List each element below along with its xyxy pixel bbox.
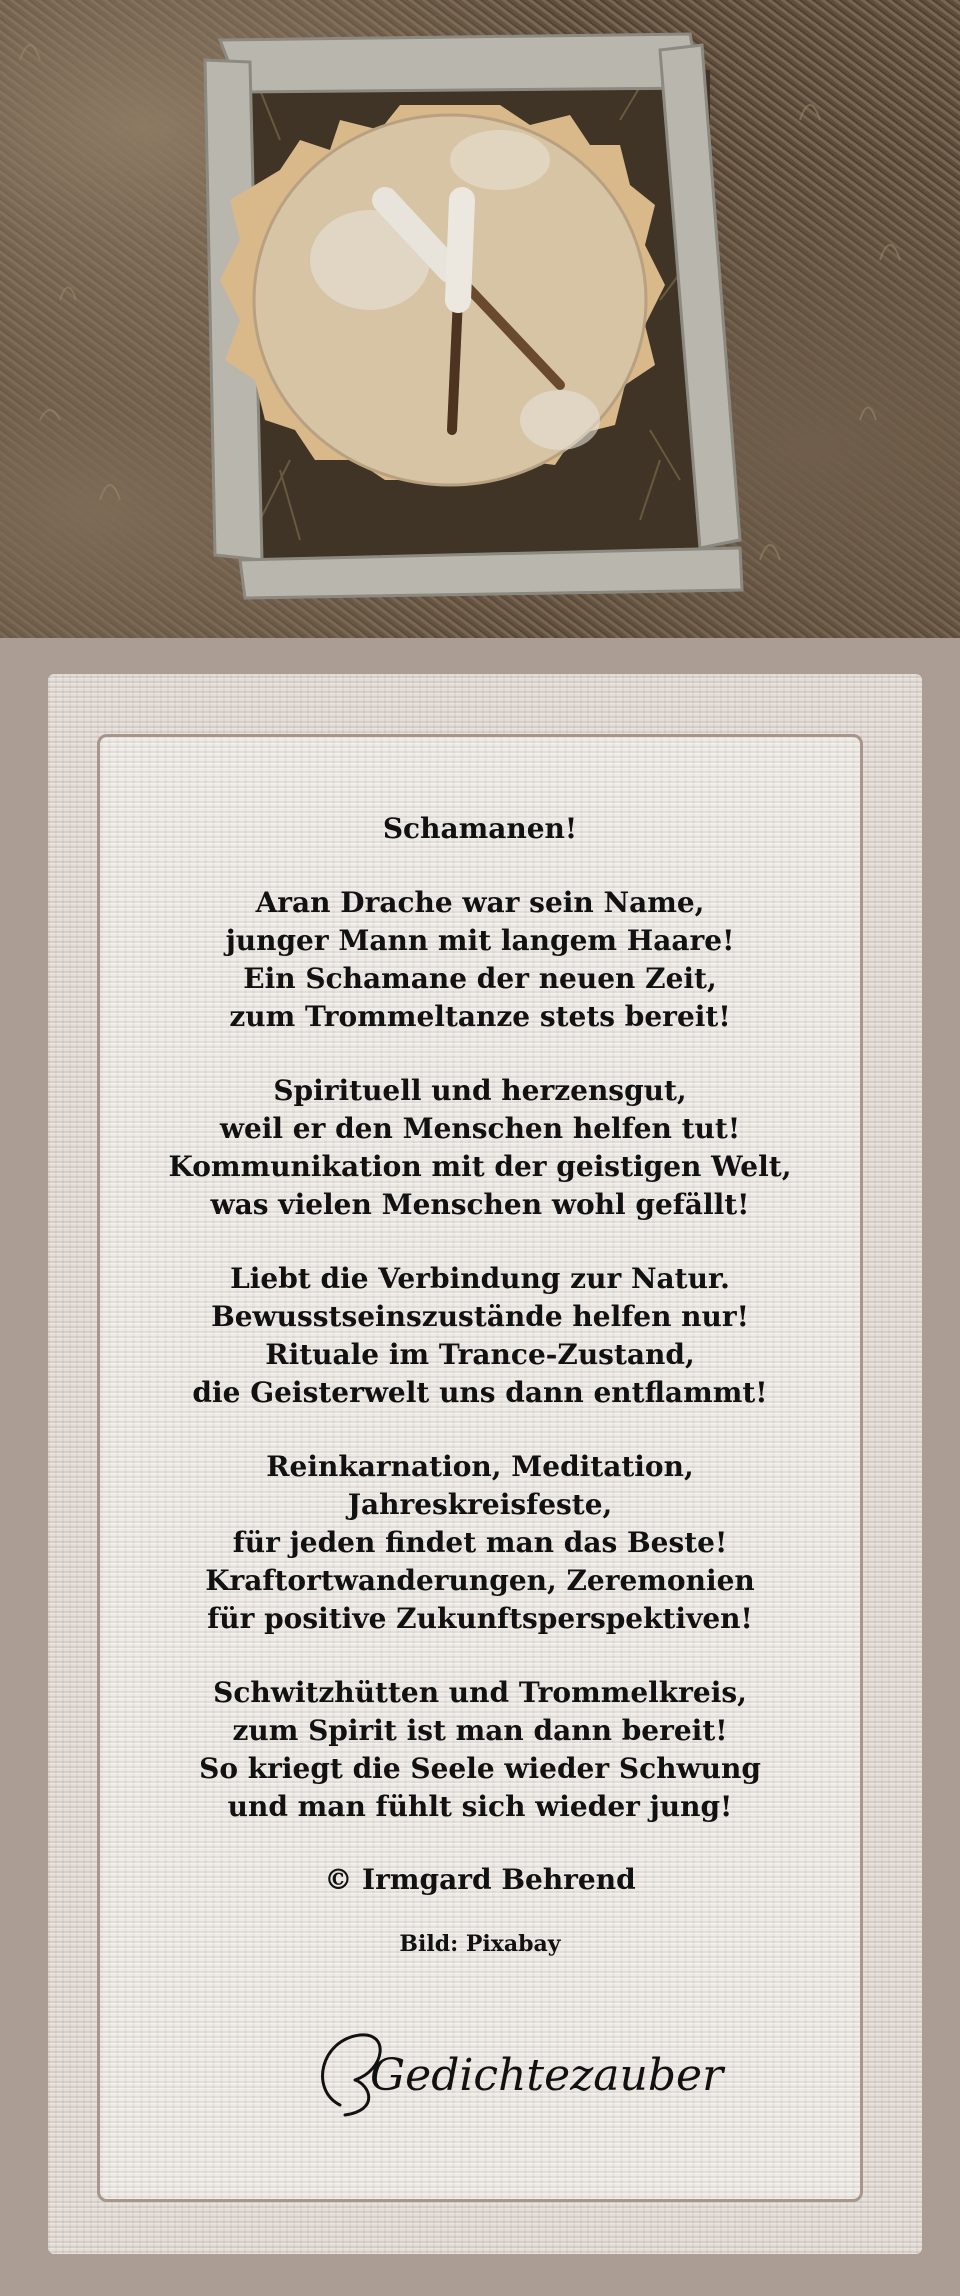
drum-illustration (0, 0, 960, 638)
poem-line: für positive Zukunftsperspektiven! (207, 1602, 753, 1635)
poem-line: Liebt die Verbindung zur Natur. (230, 1262, 730, 1295)
stanza-4 (97, 1448, 863, 1638)
poem-line: Kraftortwanderungen, Zeremonien (205, 1564, 755, 1597)
signature-text: Gedichtezauber (370, 2050, 724, 2101)
shaman-drum-photo (0, 0, 960, 638)
poem-line: So kriegt die Seele wieder Schwung (199, 1752, 761, 1785)
poem-line: zum Trommeltanze stets bereit! (229, 1000, 731, 1033)
stanza-5 (97, 1674, 863, 1826)
poem-line: und man fühlt sich wieder jung! (227, 1790, 733, 1823)
poem-line: Bewusstseinszustände helfen nur! (211, 1300, 749, 1333)
poem-line: für jeden findet man das Beste! (232, 1526, 728, 1559)
poem-line: die Geisterwelt uns dann entflammt! (192, 1376, 768, 1409)
poem-line: Spirituell und herzensgut, (273, 1074, 687, 1107)
poem (97, 810, 863, 1959)
poem-line: weil er den Menschen helfen tut! (219, 1112, 741, 1145)
copyright-notice: © Irmgard Behrend (324, 1863, 636, 1896)
poem-line: Rituale im Trance-Zustand, (265, 1338, 695, 1371)
stanza-3 (97, 1260, 863, 1412)
poem-line: Reinkarnation, Meditation, (266, 1450, 694, 1483)
image-credit: Bild: Pixabay (399, 1931, 561, 1957)
stanza-1 (97, 884, 863, 1036)
poem-line: Jahreskreisfeste, (347, 1488, 613, 1521)
poem-line: junger Mann mit langem Haare! (225, 924, 735, 957)
poem-line: Schwitzhütten und Trommelkreis, (213, 1676, 747, 1709)
signature-logo (300, 2010, 724, 2130)
poem-line: was vielen Menschen wohl gefällt! (210, 1188, 750, 1221)
poem-line: zum Spirit ist man dann bereit! (232, 1714, 728, 1747)
poem-line: Aran Drache war sein Name, (255, 886, 705, 919)
stanza-2 (97, 1072, 863, 1224)
poem-line: Kommunikation mit der geistigen Welt, (168, 1150, 792, 1183)
poem-title: Schamanen! (382, 812, 578, 845)
poem-line: Ein Schamane der neuen Zeit, (243, 962, 717, 995)
